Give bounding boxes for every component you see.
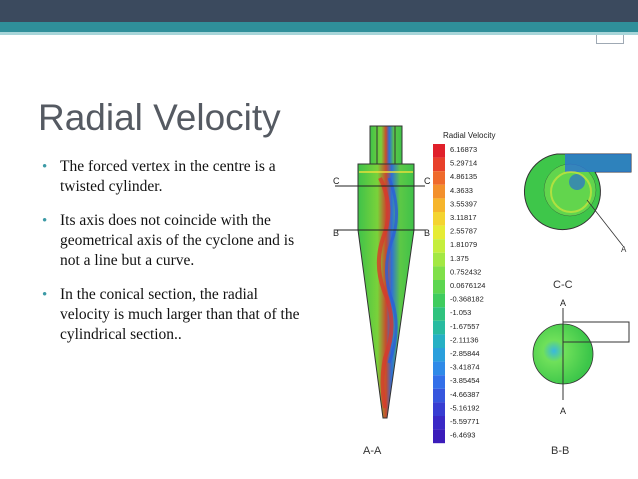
legend-swatch bbox=[433, 402, 445, 416]
legend-value: 2.55787 bbox=[450, 226, 478, 236]
legend-swatch bbox=[433, 171, 445, 185]
legend-swatch bbox=[433, 212, 445, 226]
vortex-finder bbox=[370, 126, 402, 164]
header-thin-stripe bbox=[0, 32, 638, 35]
legend-value: -1.67557 bbox=[450, 321, 480, 331]
marker-a-top: A bbox=[560, 298, 567, 308]
velocity-legend bbox=[433, 131, 495, 443]
legend-swatch bbox=[433, 416, 445, 430]
legend-value: -3.41874 bbox=[450, 362, 480, 372]
bullet-dot-icon: • bbox=[42, 287, 48, 303]
bullet-item: • The forced vertex in the centre is a twisted cylinder. bbox=[42, 158, 276, 195]
bullet-dot-icon: • bbox=[42, 213, 48, 229]
bullet-list bbox=[40, 157, 308, 359]
legend-swatch bbox=[433, 185, 445, 199]
legend-value: 0.0676124 bbox=[450, 281, 486, 290]
legend-value: -6.4693 bbox=[450, 430, 476, 440]
legend-value: 5.29714 bbox=[450, 158, 478, 168]
cyclone-aa-section bbox=[358, 126, 414, 418]
legend-value: 4.3633 bbox=[450, 185, 473, 195]
cyclone-figure bbox=[325, 118, 635, 463]
legend-value: -5.16192 bbox=[450, 403, 480, 413]
legend-swatch bbox=[433, 362, 445, 376]
legend-swatch bbox=[433, 144, 445, 158]
legend-swatch bbox=[433, 198, 445, 212]
legend-value: 3.11817 bbox=[450, 213, 477, 222]
slide-title: Radial Velocity bbox=[38, 97, 281, 138]
legend-title: Radial Velocity bbox=[443, 131, 496, 140]
cyclone-bb-section bbox=[533, 298, 629, 457]
legend-swatch bbox=[433, 375, 445, 389]
legend-swatch bbox=[433, 348, 445, 362]
legend-swatch bbox=[433, 280, 445, 294]
legend-swatch bbox=[433, 226, 445, 240]
header-accent-stripe bbox=[0, 22, 638, 32]
legend-value: -0.368182 bbox=[450, 294, 484, 304]
legend-value: 1.375 bbox=[450, 253, 469, 263]
bullet-dot-icon: • bbox=[42, 159, 48, 175]
legend-swatch bbox=[433, 266, 445, 280]
legend-swatch bbox=[433, 294, 445, 308]
legend-value: -2.11136 bbox=[450, 335, 479, 345]
legend-swatch bbox=[433, 253, 445, 267]
legend-swatch bbox=[433, 239, 445, 253]
label-bb: B-B bbox=[551, 445, 570, 457]
legend-swatch bbox=[433, 307, 445, 321]
legend-value: 4.86135 bbox=[450, 172, 478, 182]
legend-value: -4.66387 bbox=[450, 389, 480, 399]
header-decoration-tab bbox=[596, 35, 624, 44]
header-bar bbox=[0, 0, 638, 22]
marker-b-left: B bbox=[333, 228, 340, 238]
legend-value: 6.16873 bbox=[450, 145, 478, 154]
marker-c-right: C bbox=[424, 176, 431, 186]
legend-swatch bbox=[433, 321, 445, 335]
bullet-item: • In the conical section, the radial velocity is much larger than that of the cylindrical section.. bbox=[42, 286, 300, 343]
bullet-item: • Its axis does not coincide with the geometrical axis of the cyclone and is not a line but a curve. bbox=[42, 212, 295, 269]
legend-value: -2.85844 bbox=[450, 349, 480, 358]
legend-value: -3.85454 bbox=[450, 376, 480, 386]
legend-swatch bbox=[433, 334, 445, 348]
legend-value: -5.59771 bbox=[450, 417, 480, 426]
marker-b-right: B bbox=[424, 228, 431, 238]
label-aa: A-A bbox=[363, 445, 382, 457]
marker-a-bottom: A bbox=[560, 406, 567, 416]
legend-value: 3.55397 bbox=[450, 199, 478, 209]
legend-swatch bbox=[433, 158, 445, 172]
cyclone-cc-section bbox=[524, 154, 631, 291]
marker-c-left: C bbox=[333, 176, 340, 186]
cyclone-figure-svg bbox=[325, 118, 635, 463]
legend-value: -1.053 bbox=[450, 308, 472, 318]
marker-a-side: A bbox=[621, 245, 627, 254]
legend-swatch bbox=[433, 430, 445, 444]
legend-swatch bbox=[433, 389, 445, 403]
legend-value: 1.81079 bbox=[450, 240, 478, 250]
label-cc: C-C bbox=[553, 279, 573, 291]
legend-value: 0.752432 bbox=[450, 267, 482, 277]
